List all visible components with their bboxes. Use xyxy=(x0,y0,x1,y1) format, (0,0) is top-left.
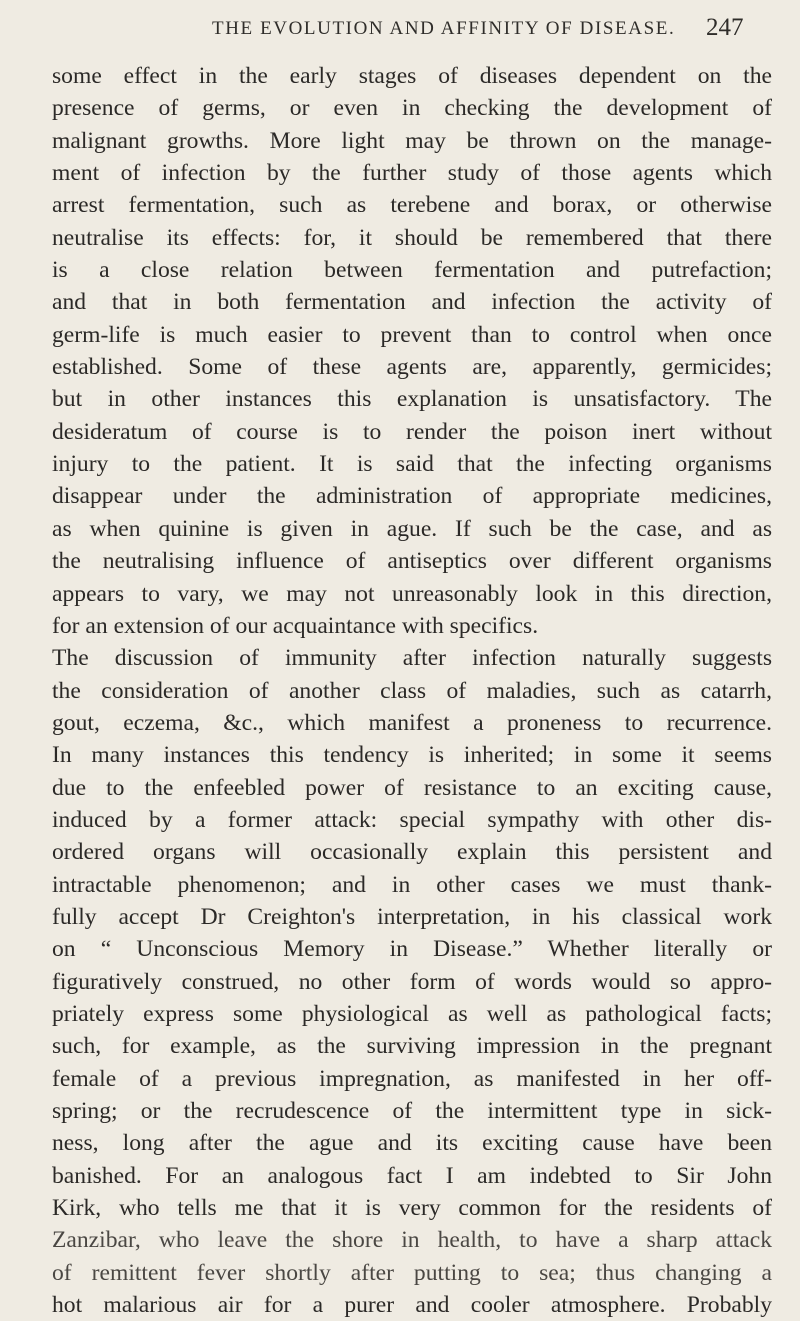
text-line: ness, long after the ague and its exciting cause have been xyxy=(52,1130,772,1157)
running-head-title: THE EVOLUTION AND AFFINITY OF DISEASE. xyxy=(212,18,676,39)
text-line: arrest fermentation, such as terebene and borax, or otherwise xyxy=(52,192,772,219)
text-line: established. Some of these agents are, apparently, germicides; xyxy=(52,354,772,381)
text-line: such, for example, as the surviving impression in the pregnant xyxy=(52,1033,772,1060)
text-line: as when quinine is given in ague. If such be the case, and as xyxy=(52,515,772,542)
text-line: appears to vary, we may not unreasonably look in this direction, xyxy=(52,580,772,607)
text-line: gout, eczema, &c., which manifest a proneness to recurrence. xyxy=(52,709,772,736)
text-line: but in other instances this explanation is unsatisfactory. The xyxy=(52,386,772,413)
text-line: neutralise its effects: for, it should be remembered that there xyxy=(52,224,772,251)
text-line: disappear under the administration of appropriate medicines, xyxy=(52,483,772,510)
text-line: fully accept Dr Creighton's interpretation, in his classical work xyxy=(52,903,772,930)
text-line: priately express some physiological as well as pathological facts; xyxy=(52,1000,772,1027)
text-line: of remittent fever shortly after putting to sea; thus changing a xyxy=(52,1259,772,1286)
text-line: the neutralising influence of antiseptics over different organisms xyxy=(52,548,772,575)
body-text xyxy=(52,60,772,1321)
text-line: presence of germs, or even in checking the development of xyxy=(52,95,772,122)
text-line: figuratively construed, no other form of words would so appro- xyxy=(52,968,772,995)
text-line: desideratum of course is to render the poison inert without xyxy=(52,418,772,445)
text-line: Zanzibar, who leave the shore in health, to have a sharp attack xyxy=(52,1227,772,1254)
text-line: banished. For an analogous fact I am indebted to Sir John xyxy=(52,1162,772,1189)
text-line: on “ Unconscious Memory in Disease.” Whether literally or xyxy=(52,936,772,963)
text-line: and that in both fermentation and infection the activity of xyxy=(52,289,772,316)
running-head xyxy=(0,14,800,48)
text-line: due to the enfeebled power of resistance to an exciting cause, xyxy=(52,774,772,801)
text-line: hot malarious air for a purer and cooler atmosphere. Probably xyxy=(52,1292,772,1319)
text-line: for an extension of our acquaintance with specifics. xyxy=(52,612,539,639)
text-line: some effect in the early stages of diseases dependent on the xyxy=(52,63,772,89)
text-line: Kirk, who tells me that it is very common for the residents of xyxy=(52,1195,772,1222)
text-line: malignant growths. More light may be thrown on the manage- xyxy=(52,127,772,154)
text-line: the consideration of another class of maladies, such as catarrh, xyxy=(52,677,772,704)
text-line: injury to the patient. It is said that the infecting organisms xyxy=(52,451,772,478)
page-number: 247 xyxy=(706,14,744,41)
text-line: ordered organs will occasionally explain this persistent and xyxy=(52,839,772,866)
text-line: The discussion of immunity after infection naturally suggests xyxy=(52,645,772,672)
text-line: germ-life is much easier to prevent than to control when once xyxy=(52,321,772,348)
text-line: intractable phenomenon; and in other cases we must thank- xyxy=(52,871,772,898)
text-line: induced by a former attack: special sympathy with other dis- xyxy=(52,806,772,833)
text-line: is a close relation between fermentation and putrefaction; xyxy=(52,257,772,284)
text-line: spring; or the recrudescence of the intermittent type in sick- xyxy=(52,1098,772,1124)
text-line: In many instances this tendency is inherited; in some it seems xyxy=(52,742,772,769)
text-line: ment of infection by the further study of those agents which xyxy=(52,160,772,187)
text-line: female of a previous impregnation, as manifested in her off- xyxy=(52,1065,772,1092)
